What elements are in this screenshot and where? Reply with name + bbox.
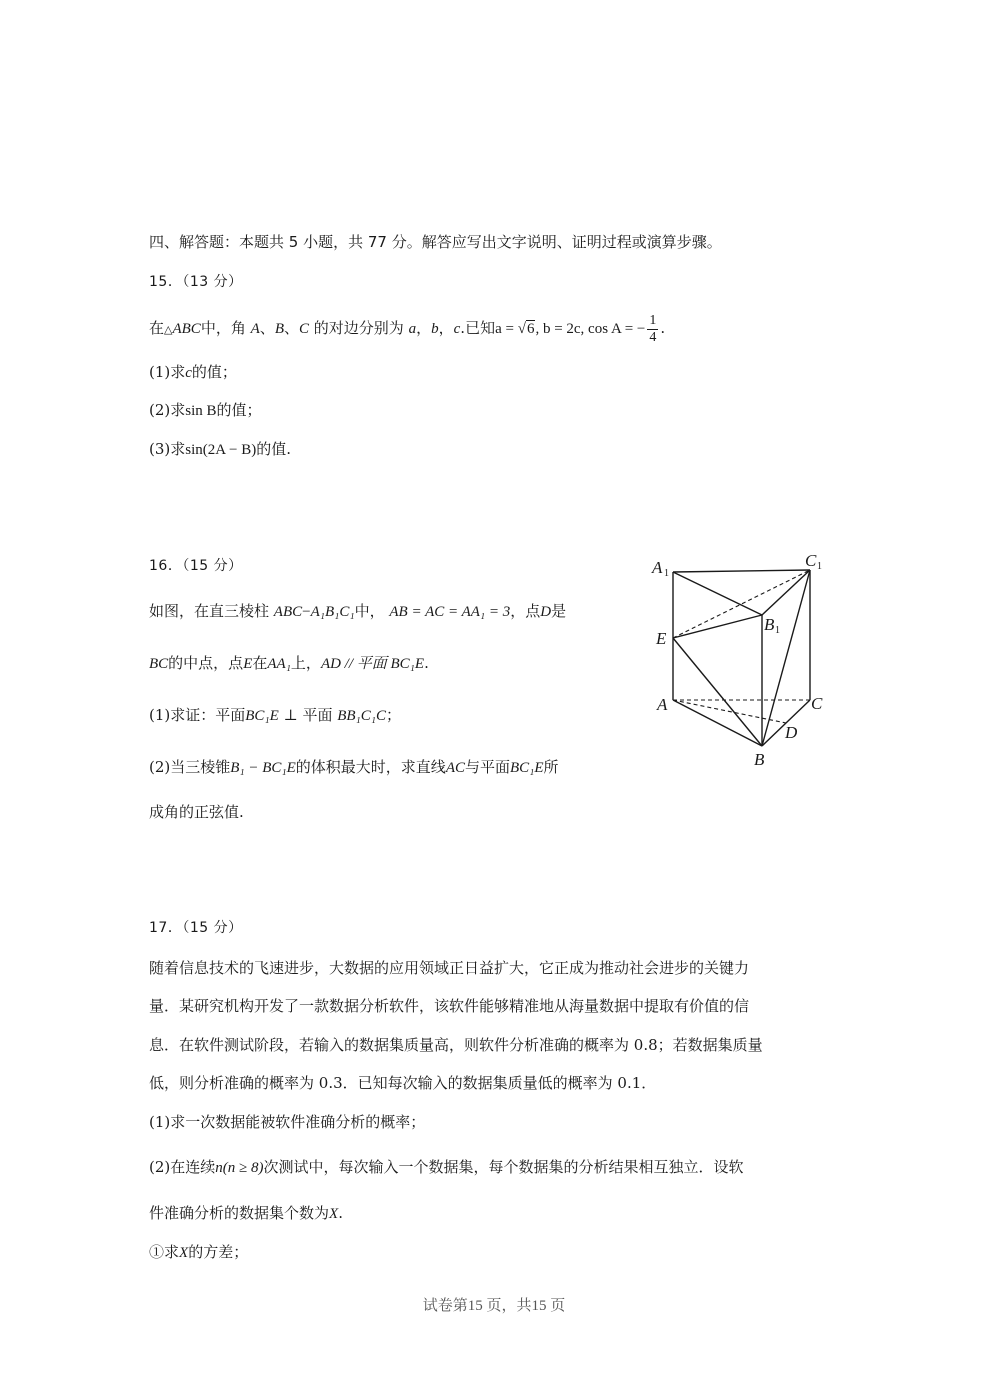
hidden-edge-EC1 — [673, 570, 810, 638]
q17-part2-sub1: ①求X的方差； — [149, 1243, 249, 1261]
label-E: E — [656, 629, 667, 648]
edge-AB — [673, 700, 762, 746]
edge-EB1 — [673, 615, 762, 638]
edge-B1C1 — [762, 570, 810, 615]
q17-stem-line3: 息．在软件测试阶段，若输入的数据集质量高，则软件分析准确的概率为 0.8；若数据集质量 — [149, 1036, 763, 1054]
q17-stem-line2: 量．某研究机构开发了一款数据分析软件，该软件能够精准地从海量数据中提取有价值的信 — [149, 997, 750, 1015]
q16-stem-line2: BC的中点，点E在AA₁上，AD // 平面 BC₁E. — [149, 654, 429, 672]
q17-part2-line1: (2)在连续n(n ≥ 8)次测试中，每次输入一个数据集，每个数据集的分析结果相互独立．设软 — [149, 1158, 744, 1176]
page-footer: 试卷第15 页，共15 页 — [422, 1298, 566, 1314]
label-A: A — [657, 695, 668, 714]
q17-part1: (1)求一次数据能被软件准确分析的概率； — [149, 1113, 426, 1131]
q15-part2: (2)求sin B的值； — [149, 401, 262, 419]
q15-part3: (3)求sin(2A − B)的值. — [149, 440, 291, 458]
q15-part1: (1)求c的值； — [149, 363, 237, 381]
q16-part2-line1: (2)当三棱锥B₁ − BC₁E的体积最大时，求直线AC与平面BC₁E所 — [149, 758, 559, 776]
label-C1-sub: 1 — [817, 561, 822, 572]
q17-part2-line2: 件准确分析的数据集个数为X. — [149, 1204, 343, 1222]
q16-number: 16．（15 分） — [149, 558, 243, 574]
edge-EB — [673, 638, 762, 746]
label-B1: B — [764, 615, 775, 634]
section-heading: 四、解答题：本题共 5 小题，共 77 分。解答应写出文字说明、证明过程或演算步骤。 — [149, 233, 722, 251]
q15-number: 15．（13 分） — [149, 274, 243, 290]
label-B: B — [754, 750, 765, 769]
label-A1: A — [652, 558, 663, 577]
q16-part1: (1)求证：平面BC₁E ⊥ 平面 BB₁C₁C； — [149, 706, 401, 724]
q15-stem: 在△ABC中，角 A、B、C 的对边分别为 a，b，c.已知a = √6, b = 2c, cos A = − $\frac{1}{4}$ . — [149, 312, 666, 345]
label-B1-sub: 1 — [775, 625, 780, 636]
q16-part2-line2: 成角的正弦值. — [149, 803, 244, 821]
label-A1-sub: 1 — [664, 568, 669, 579]
prism-diagram — [648, 548, 838, 773]
q17-number: 17．（15 分） — [149, 920, 243, 936]
q16-stem-line1: 如图，在直三棱柱 ABC−A₁B₁C₁中， AB = AC = AA₁ = 3，点D是 — [149, 602, 567, 620]
edge-A1B1 — [673, 572, 762, 615]
label-C: C — [811, 694, 823, 713]
label-C1: C — [805, 551, 817, 570]
prism-figure — [648, 548, 838, 777]
label-D: D — [785, 723, 798, 742]
hidden-edge-AD — [673, 700, 786, 723]
edge-A1C1 — [673, 570, 810, 572]
q17-stem-line4: 低，则分析准确的概率为 0.3．已知每次输入的数据集质量低的概率为 0.1． — [149, 1074, 657, 1092]
q17-stem-line1: 随着信息技术的飞速进步，大数据的应用领域正日益扩大，它正成为推动社会进步的关键力 — [149, 959, 750, 977]
